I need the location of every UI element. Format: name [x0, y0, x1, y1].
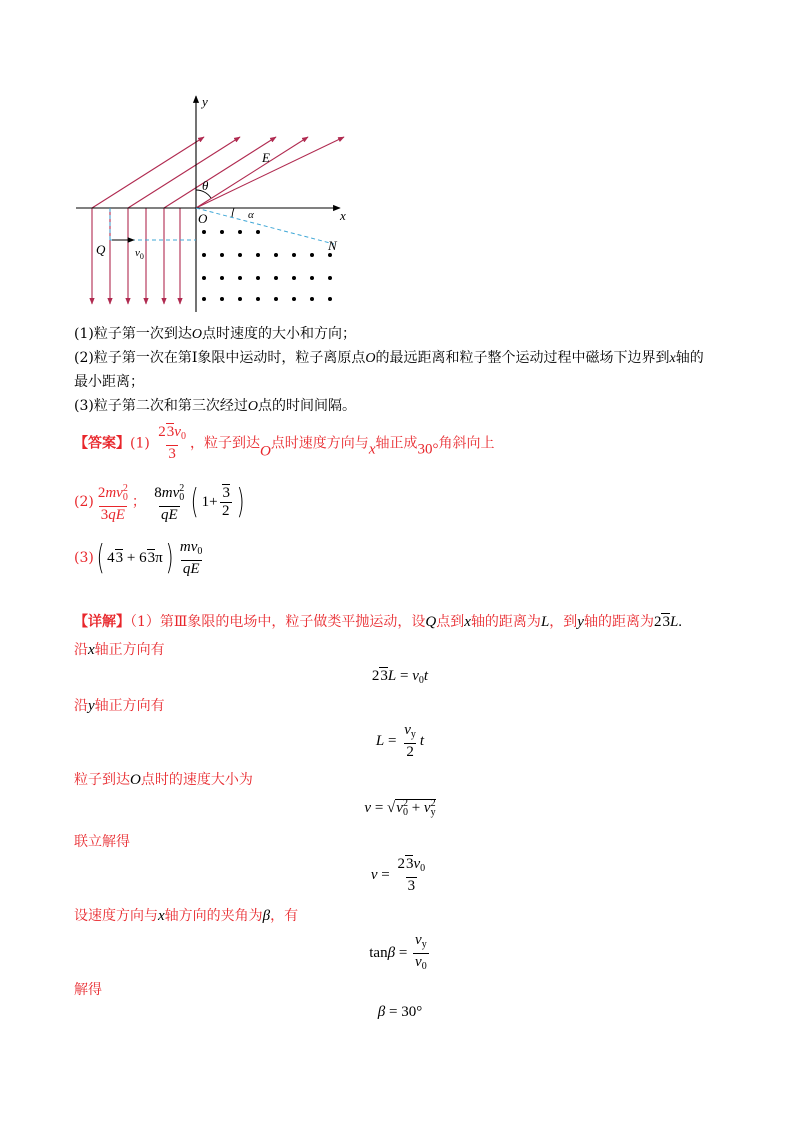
e-field-line	[92, 137, 204, 208]
on-line	[196, 208, 334, 244]
equation-beta: β = 30°	[377, 1004, 423, 1020]
equation-speed: $v = √v^2_0 + v^2_y$	[364, 798, 436, 818]
e-field-line	[128, 137, 240, 208]
question-3: (3)粒子第二次和第三次经过O点的时间间隔。	[74, 398, 356, 414]
label-v0: $v_0$	[135, 247, 144, 261]
answer-1-fraction: $\frac{23v_0}{3}$	[158, 424, 186, 462]
answer-3: (3)( 43 + 63π) $\frac{mv_0}{qE}$	[74, 538, 203, 578]
detail-intro: 【详解】（1）第Ⅲ象限的电场中，粒子做类平抛运动，设Q点到x轴的距离为L，到y轴的距离为23L.	[74, 614, 683, 630]
label-q: Q	[96, 242, 106, 257]
answer-1: 【答案】(1) $\frac{23v_0}{3}$ ，粒子到达O点时速度方向与x轴正成30°角斜向上	[74, 424, 495, 462]
detail-solve: 解得	[74, 982, 102, 998]
equation-x: $23L = v_0t$	[371, 668, 429, 686]
equation-v-result: v = $\frac{23v_0}{3}$	[370, 856, 426, 894]
question-1: (1)粒子第一次到达O点时速度的大小和方向；	[74, 326, 356, 342]
detail-x-direction: 沿x轴正方向有	[74, 642, 165, 658]
label-alpha: α	[248, 209, 254, 221]
label-x: x	[340, 208, 346, 223]
e-field-line	[196, 137, 344, 208]
label-y: y	[202, 94, 208, 109]
equation-y: L = $\frac{v_y}{2}$ t	[375, 722, 425, 760]
question-2: (2)粒子第一次在第Ⅰ象限中运动时，粒子离原点O的最远距离和粒子整个运动过程中磁场下边界到x轴的	[74, 350, 704, 366]
question-2-cont: 最小距离；	[74, 374, 144, 390]
label-e: E	[262, 150, 270, 165]
detail-speed: 粒子到达O点时的速度大小为	[74, 772, 253, 788]
magnetic-field-dots	[202, 230, 332, 301]
label-n: N	[328, 238, 337, 253]
answer-2: (2) $\frac{2mv^2_0}{3qE}$ ； $\frac{8mv^2_0}{qE}$ ( 1+ $\frac{3}{2}$ )	[74, 482, 245, 523]
alpha-arc	[232, 208, 234, 217]
field-diagram	[72, 90, 362, 315]
detail-combine: 联立解得	[74, 834, 130, 850]
detail-angle: 设速度方向与x轴方向的夹角为β，有	[74, 908, 299, 924]
label-theta: θ	[202, 178, 209, 193]
e-field-line	[164, 137, 276, 208]
detail-y-direction: 沿y轴正方向有	[74, 698, 165, 714]
e-field-line	[196, 137, 308, 208]
equation-tan: tanβ = $\frac{v_y}{v_0}$	[0, 932, 800, 975]
label-o: O	[198, 211, 208, 226]
